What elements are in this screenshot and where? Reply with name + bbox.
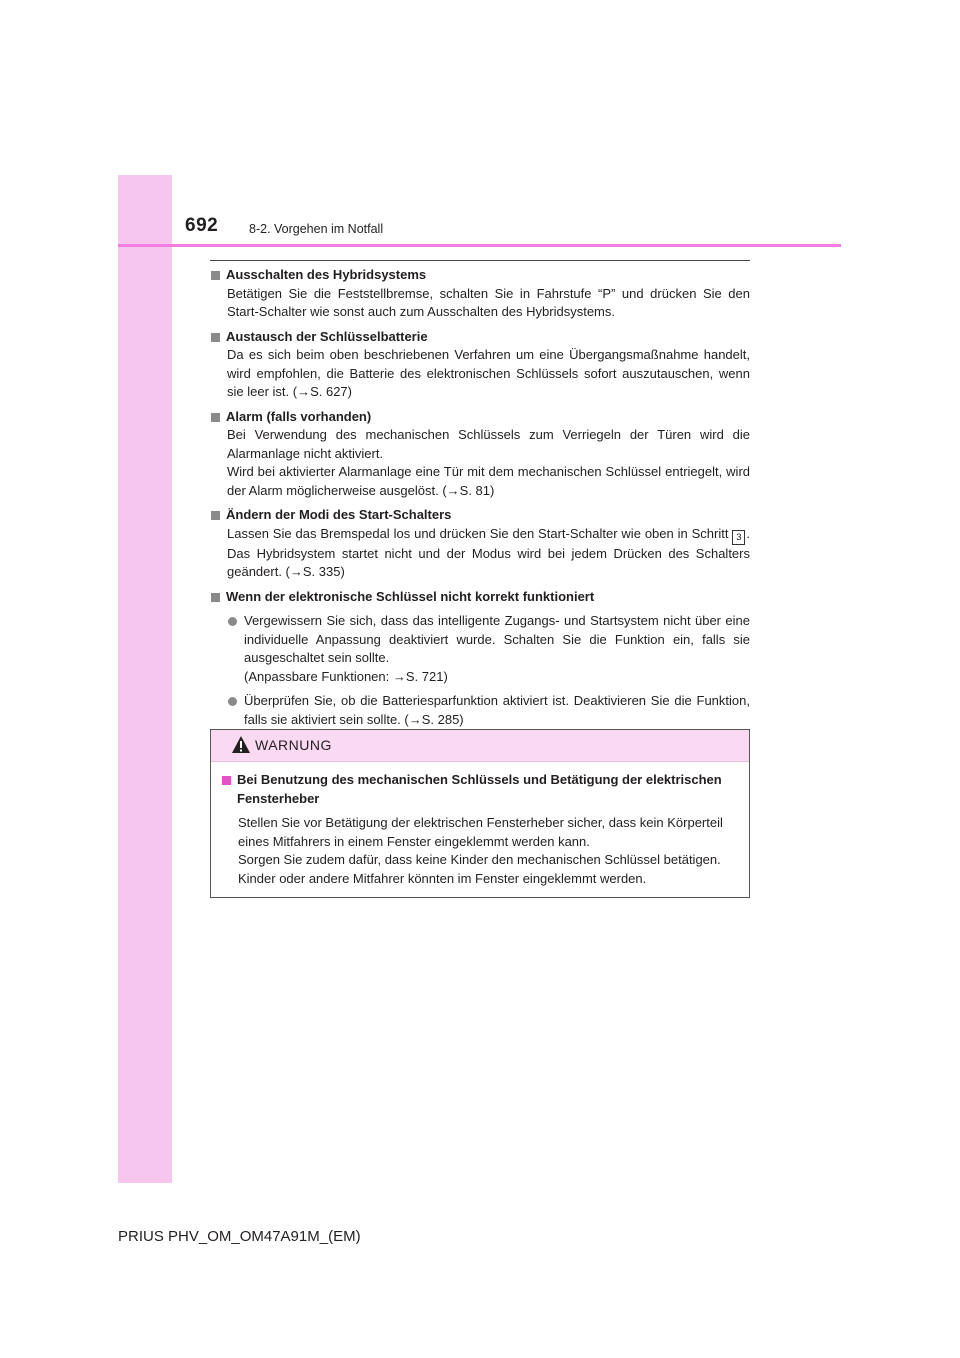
item-text: Lassen Sie das Bremspedal los und drücken Sie den Start-Schalter wie oben in Schritt 3 . Das Hybridsystem startet nicht und der Modus wird bei jedem Drücken des Schalters geändert. (→S. 335) (227, 525, 750, 579)
sub-bullet-item: Vergewissern Sie sich, dass das intelligente Zugangs- und Startsystem nicht über eine individuelle Anpassung deaktiviert wurde. Schalten Sie die Funktion ein, falls sie ausgeschaltet sein sollte. (Anpassbare Funktionen: →S. 721) (227, 612, 750, 686)
square-bullet-icon (211, 333, 220, 342)
warning-box (210, 729, 750, 898)
side-color-strip (118, 175, 172, 1183)
item-heading: Austausch der Schlüsselbatterie (210, 328, 750, 347)
item-heading: Wenn der elektronische Schlüssel nicht korrekt funktioniert (210, 588, 750, 607)
item-text: Bei Verwendung des mechanischen Schlüssels zum Verriegeln der Türen wird die Alarmanlage nicht aktiviert. Wird bei aktivierter Alarmanlage eine Tür mit dem mechanischen Schlüssel entriegelt, wird der Alarm möglicherweise ausgelöst. (→S. 81) (227, 427, 750, 498)
warning-title: Bei Benutzung des mechanischen Schlüssels und Betätigung der elektrischen Fensterheber (221, 771, 740, 808)
header-rule (118, 244, 841, 247)
square-bullet-icon (211, 271, 220, 280)
list-item (210, 506, 750, 582)
round-bullet-icon (228, 697, 237, 706)
item-heading: Ausschalten des Hybridsystems (210, 266, 750, 285)
square-bullet-icon (211, 413, 220, 422)
list-item (210, 588, 750, 730)
list-item (210, 266, 750, 322)
warning-header (211, 730, 749, 762)
item-text: Da es sich beim oben beschriebenen Verfahren um eine Übergangsmaßnahme handelt, wird empfohlen, die Batterie des elektronischen Schlüssels sofort auszutauschen, wenn sie leer ist. (→S. 627) (227, 347, 750, 399)
content-rule (210, 260, 750, 261)
list-item (210, 408, 750, 501)
content-body (210, 266, 750, 735)
warning-body (221, 771, 740, 888)
sub-bullet-item: Überprüfen Sie, ob die Batteriesparfunktion aktiviert ist. Deaktivieren Sie die Funktion, falls sie aktiviert sein sollte. (→S. 285) (227, 692, 750, 729)
pink-square-bullet-icon (222, 776, 231, 785)
warning-label: WARNUNG (255, 737, 332, 753)
warning-triangle-icon (231, 735, 251, 754)
list-item (210, 328, 750, 402)
page-number: 692 (185, 215, 219, 236)
section-title: 8-2. Vorgehen im Notfall (249, 222, 384, 236)
round-bullet-icon (228, 617, 237, 626)
item-heading: Ändern der Modi des Start-Schalters (210, 506, 750, 525)
step-reference-box: 3 (732, 530, 745, 545)
item-text: Betätigen Sie die Feststellbremse, schalten Sie in Fahrstufe “P” und drücken Sie den Start-Schalter wie sonst auch zum Ausschalten des Hybridsystems. (227, 285, 750, 319)
square-bullet-icon (211, 593, 220, 602)
footer-document-id: PRIUS PHV_OM_OM47A91M_(EM) (118, 1228, 361, 1245)
square-bullet-icon (211, 511, 220, 520)
item-heading: Alarm (falls vorhanden) (210, 408, 750, 427)
warning-text: Stellen Sie vor Betätigung der elektrischen Fensterheber sicher, dass kein Körperteil eines Mitfahrers in einem Fenster eingeklemmt werden kann. Sorgen Sie zudem dafür, dass keine Kinder den mechanischen Schlüssel betätigen. Kinder oder andere Mitfahrer könnten im Fenster eingeklemmt werden. (238, 815, 723, 886)
